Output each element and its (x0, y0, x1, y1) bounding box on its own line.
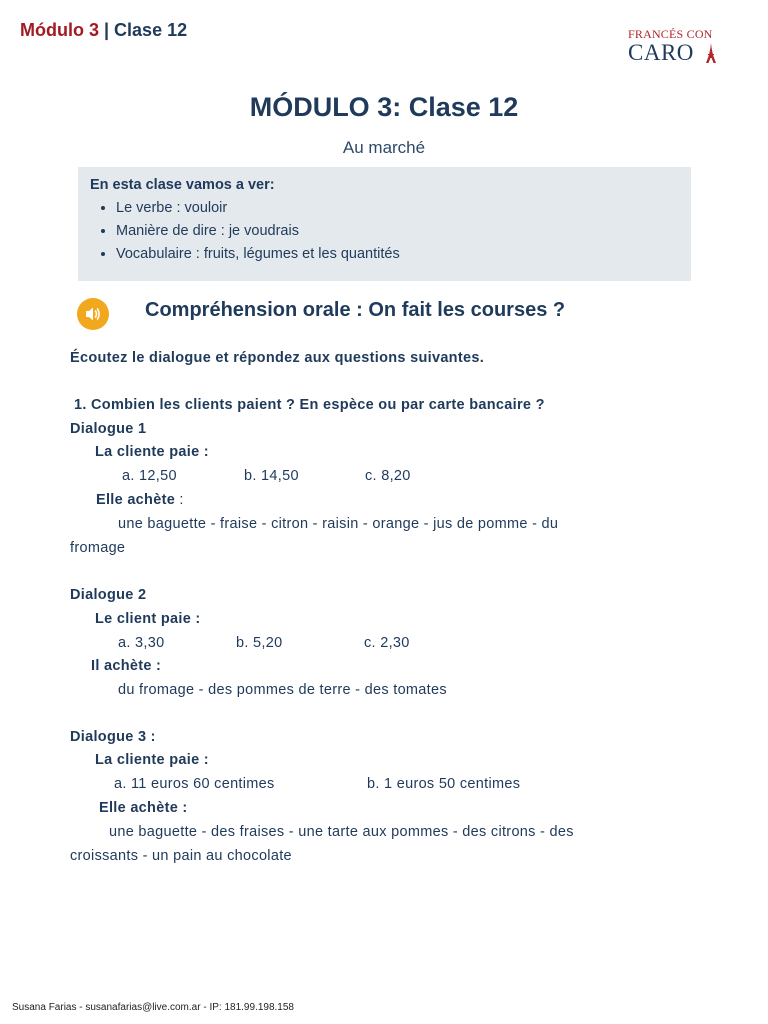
instruction-text: Écoutez le dialogue et répondez aux questions suivantes. (70, 350, 485, 366)
section-title: Compréhension orale : On fait les courses ? (145, 299, 566, 321)
intro-list-item: • Manière de dire : je voudrais (116, 220, 679, 243)
dialogue-2-items-line-1: du fromage - des pommes de terre - des tomates (118, 682, 447, 698)
header-separator: | (99, 20, 115, 40)
intro-list-item: • Le verbe : vouloir (116, 197, 679, 220)
dialogue-2-option-b: b. 5,20 (236, 635, 283, 651)
footer-watermark: Susana Farias - susanafarias@live.com.ar - IP: 181.99.198.158 (12, 1002, 294, 1013)
intro-list (90, 197, 679, 266)
dialogue-1-option-c: c. 8,20 (365, 468, 411, 484)
dialogue-1-items-line-2: fromage (70, 540, 126, 556)
dialogue-3-payer-label: La cliente paie : (95, 752, 209, 768)
intro-heading: En esta clase vamos a ver: (90, 177, 275, 193)
dialogue-3-items-line-1: une baguette - des fraises - une tarte aux pommes - des citrons - des (109, 824, 574, 840)
page-title: MÓDULO 3: Clase 12 (249, 92, 519, 122)
dialogue-3-items-line-2: croissants - un pain au chocolate (70, 848, 292, 864)
dialogue-1-option-b: b. 14,50 (244, 468, 299, 484)
dialogue-2-payer-label: Le client paie : (95, 611, 201, 627)
intro-box (78, 167, 691, 281)
dialogue-3-option-b: b. 1 euros 50 centimes (367, 776, 521, 792)
logo-bottom-text: CARO (628, 40, 694, 65)
intro-list-item: • Vocabulaire : fruits, légumes et les quantités (116, 243, 679, 266)
dialogue-1-buyer-label (96, 492, 184, 508)
dialogue-1-buyer-text: Elle achète (96, 492, 176, 508)
header-class: Clase 12 (114, 20, 188, 40)
dialogue-2-heading: Dialogue 2 (70, 587, 147, 603)
logo-top-text: FRANCÉS CON (628, 27, 713, 41)
eiffel-tower-icon (705, 43, 717, 63)
dialogue-3-heading: Dialogue 3 : (70, 729, 156, 745)
dialogue-2-option-a: a. 3,30 (118, 635, 165, 651)
dialogue-1-option-a: a. 12,50 (122, 468, 177, 484)
brand-logo (628, 27, 724, 67)
header-module: Módulo 3 (20, 20, 99, 40)
question-1: 1. Combien les clients paient ? En espèce ou par carte bancaire ? (74, 397, 545, 413)
dialogue-1-payer-label: La cliente paie : (95, 444, 209, 460)
dialogue-2-option-c: c. 2,30 (364, 635, 410, 651)
dialogue-3-option-a: a. 11 euros 60 centimes (114, 776, 275, 792)
dialogue-2-buyer-label: Il achète : (91, 658, 162, 674)
page-subtitle: Au marché (342, 138, 426, 157)
dialogue-1-items-line-1: une baguette - fraise - citron - raisin - orange - jus de pomme - du (118, 516, 559, 532)
dialogue-1-buyer-colon: : (175, 492, 184, 508)
speaker-icon[interactable] (77, 298, 109, 330)
dialogue-3-buyer-label: Elle achète : (99, 800, 188, 816)
dialogue-1-heading: Dialogue 1 (70, 421, 147, 437)
header-breadcrumb (20, 20, 187, 41)
